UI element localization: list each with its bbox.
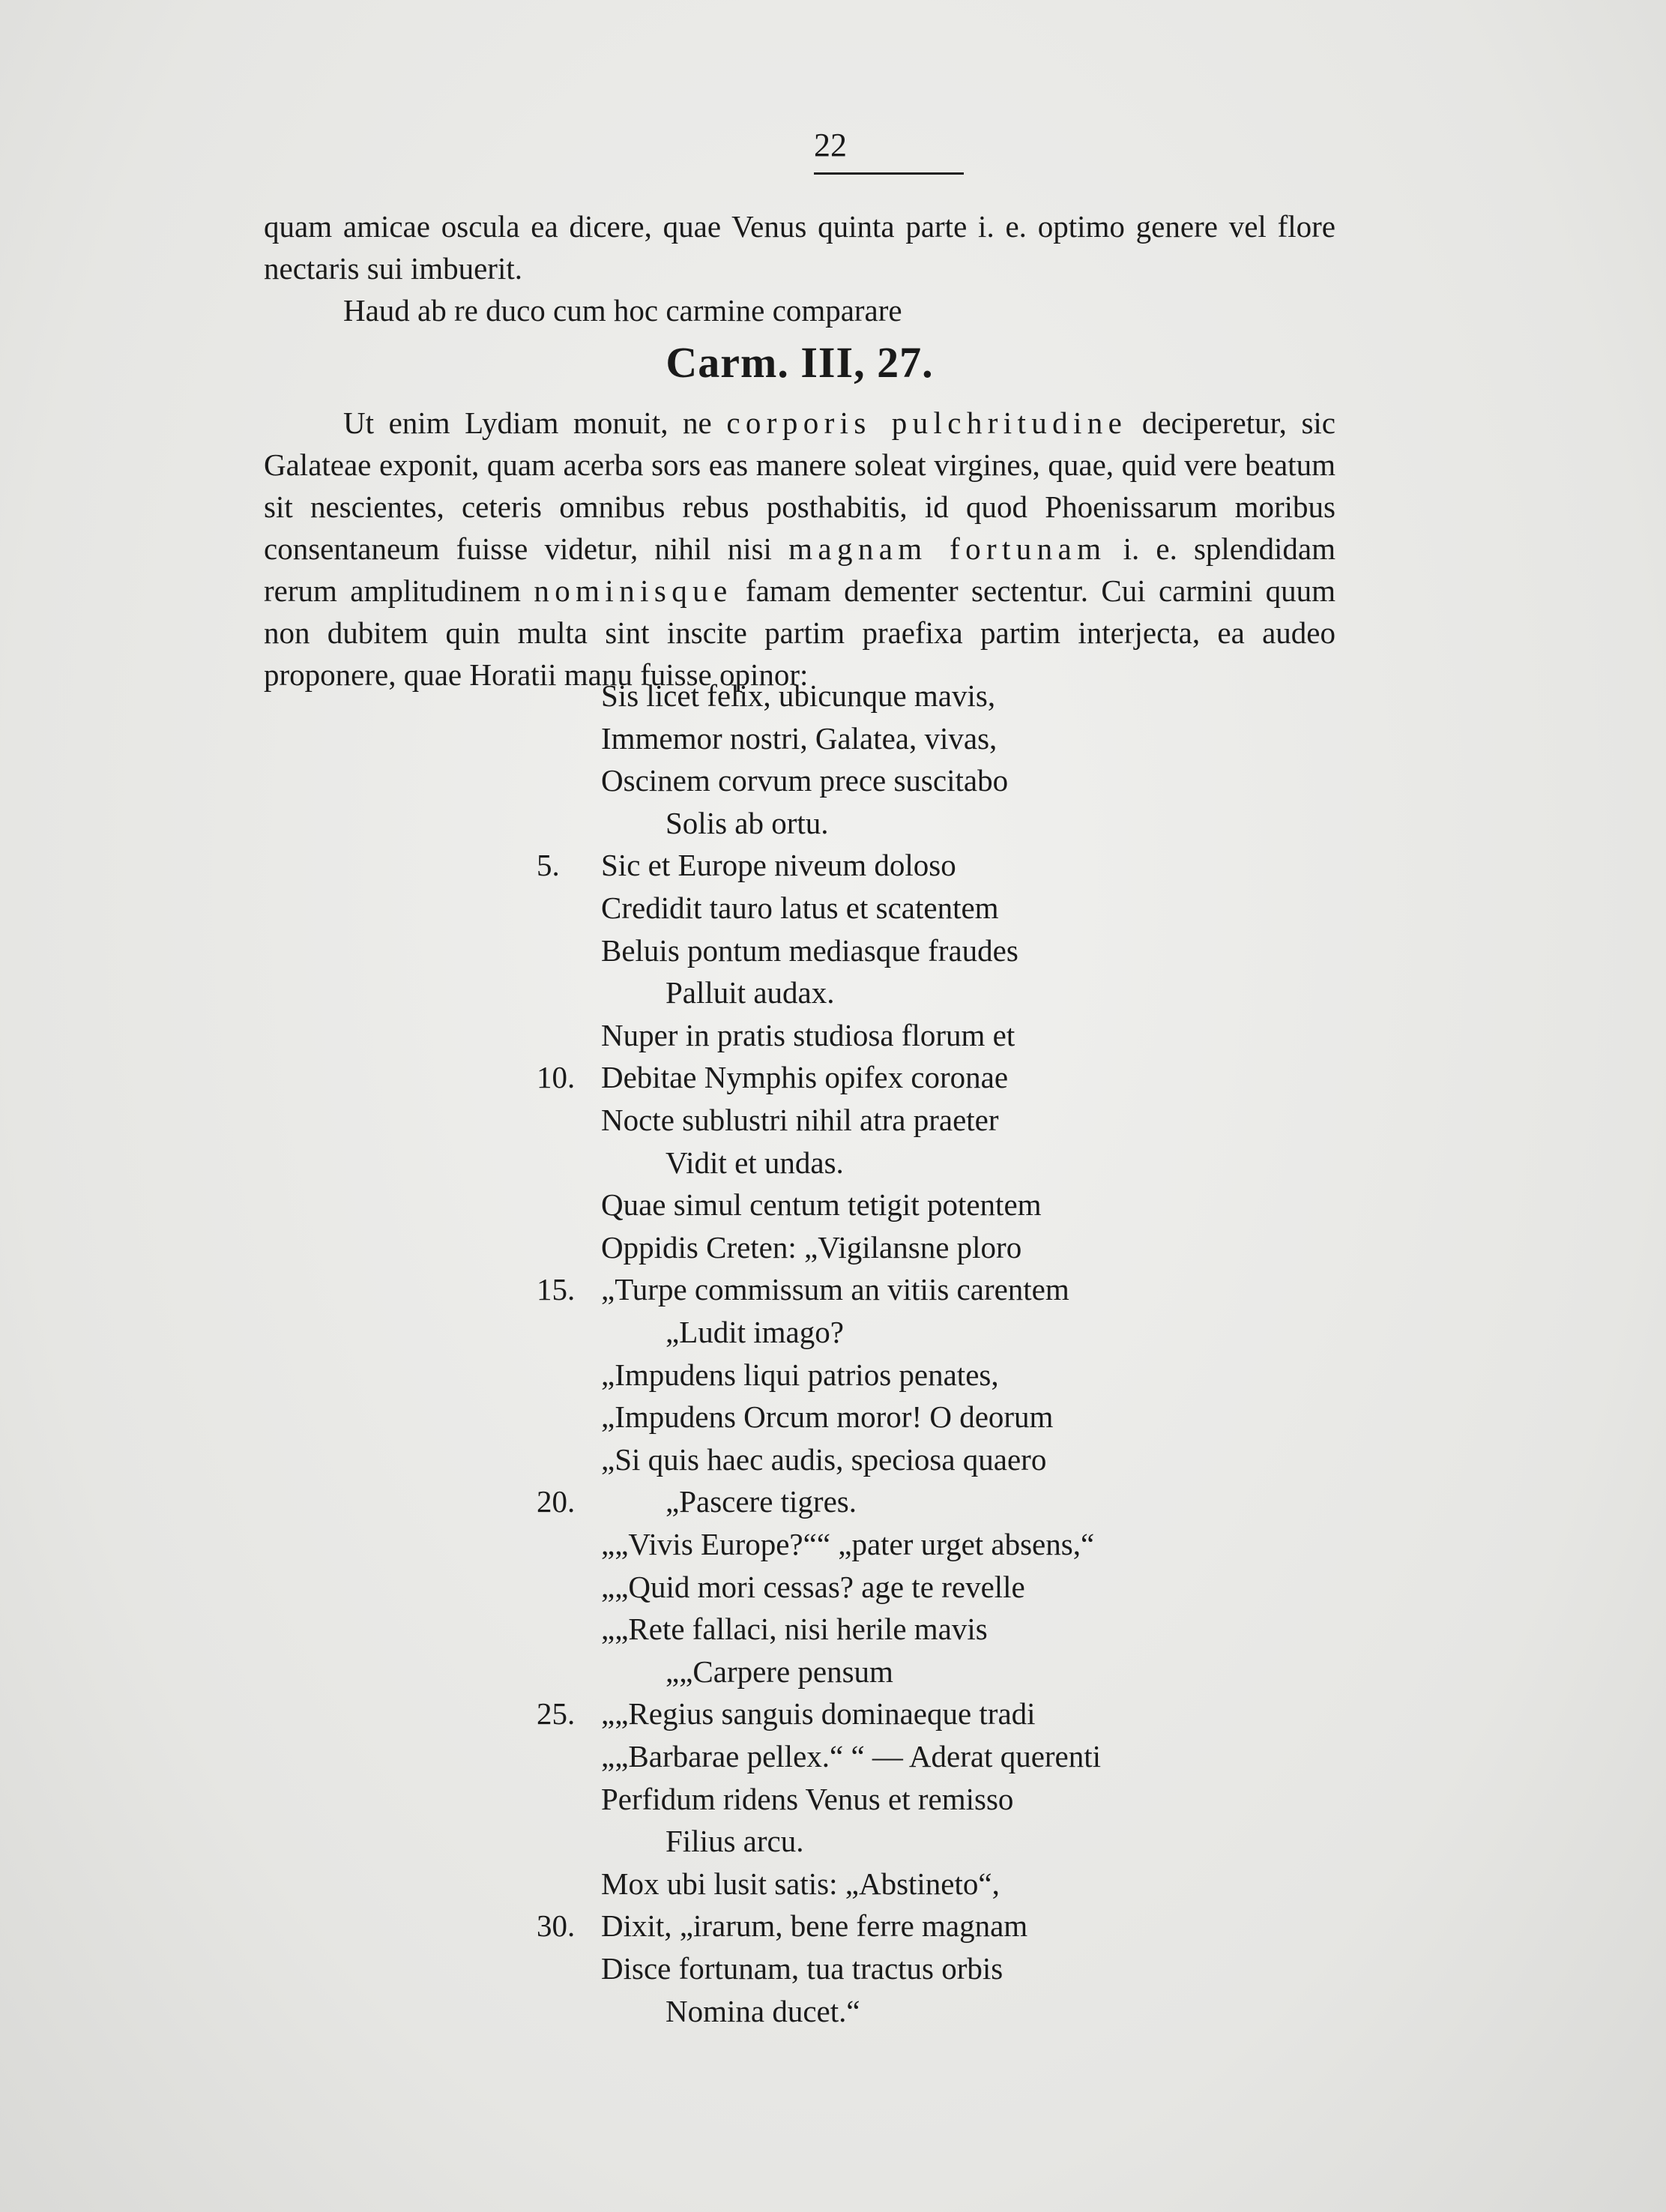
verse-line: „Pascere tigres. [666, 1484, 857, 1519]
verse-line: „Turpe commissum an vitiis carentem [601, 1272, 1069, 1307]
commentary-paragraph [264, 402, 1335, 696]
verse-line: „Ludit imago? [666, 1315, 844, 1349]
intro-comparison-line: Haud ab re duco cum hoc carmine comparare [343, 293, 902, 328]
verse-line: „„Carpere pensum [666, 1654, 893, 1689]
verse-line: „Impudens Orcum moror! O deorum [601, 1399, 1054, 1434]
verse-line: Quae simul centum tetigit potentem [601, 1187, 1042, 1222]
verse-line: Disce fortunam, tua tractus orbis [601, 1951, 1003, 1986]
para-emph-3: nominisque [534, 573, 733, 608]
verse-line: „„Quid mori cessas? age te revelle [601, 1570, 1025, 1604]
verse-line: Sic et Europe niveum doloso [601, 848, 956, 882]
verse-line: „„Rete fallaci, nisi herile mavis [601, 1612, 988, 1646]
para-text-1: Ut enim Lydiam monuit, ne [343, 406, 727, 440]
verse-number: 30. [537, 1908, 576, 1943]
verse-line: „„Regius sanguis dominaeque tradi [601, 1696, 1036, 1731]
verse-line: Nuper in pratis studiosa florum et [601, 1018, 1015, 1052]
page-number: 22 [814, 127, 847, 163]
verse-line: Nocte sublustri nihil atra praeter [601, 1103, 999, 1137]
intro-text [264, 205, 1335, 331]
para-text-4: famam dementer sectentur. Cui carmini quum non dubitem quin multa sint inscite partim praefixa partim interjecta, ea audeo proponere, quae Horatii manu fuisse opinor: [264, 573, 1336, 692]
verse-line: Immemor nostri, Galatea, vivas, [601, 721, 998, 756]
verse-line: „„Vivis Europe?““ „pater urget absens,“ [601, 1527, 1095, 1561]
verse-line: Dixit, „irarum, bene ferre magnam [601, 1908, 1028, 1943]
verse-line: Sis licet felix, ubicunque mavis, [601, 678, 996, 713]
verse-line: Beluis pontum mediasque fraudes [601, 933, 1018, 968]
para-emph-2: magnam fortunam [788, 531, 1107, 566]
verse-number: 20. [537, 1484, 576, 1519]
verse-line: Perfidum ridens Venus et remisso [601, 1782, 1014, 1816]
verse-line: „„Barbarae pellex.“ “ — Aderat querenti [601, 1739, 1102, 1773]
verse-line: Solis ab ortu. [666, 806, 829, 840]
para-text-2: deciperetur, sic Galateae exponit, quam acerba sors eas manere soleat virgines, quae, quid vere beatum sit nescientes, ceteris omnibus rebus posthabitis, id quod Phoenissarum moribus consentaneum fuisse videtur, nihil nisi [264, 406, 1335, 566]
verse-line: Palluit audax. [666, 975, 835, 1010]
page-number-rule [814, 172, 964, 175]
verse-line: „Si quis haec audis, speciosa quaero [601, 1442, 1047, 1477]
verse-line: „Impudens liqui patrios penates, [601, 1357, 999, 1392]
verse-line: Mox ubi lusit satis: „Abstineto“, [601, 1866, 1000, 1901]
verse-number: 5. [537, 848, 560, 882]
verse-line: Nomina ducet.“ [666, 1994, 860, 2028]
verse-number: 10. [537, 1060, 576, 1094]
verse-line: Credidit tauro latus et scatentem [601, 890, 999, 925]
intro-line: quam amicae oscula ea dicere, quae Venus quinta parte i. e. optimo genere vel flore nectaris sui imbuerit. [264, 209, 1335, 286]
verse-line: Filius arcu. [666, 1824, 804, 1858]
para-emph-1: corporis pulchritudine [726, 406, 1128, 440]
section-heading: Carm. III, 27. [666, 338, 934, 387]
verse-line: Oppidis Creten: „Vigilansne ploro [601, 1230, 1022, 1265]
verse-number: 25. [537, 1696, 576, 1731]
verse-number: 15. [537, 1272, 576, 1307]
verse-line: Vidit et undas. [666, 1145, 844, 1180]
verse-line: Debitae Nymphis opifex coronae [601, 1060, 1009, 1094]
verse-line: Oscinem corvum prece suscitabo [601, 763, 1009, 798]
para-text-3: i. e. splendidam rerum amplitudinem [264, 531, 1335, 608]
